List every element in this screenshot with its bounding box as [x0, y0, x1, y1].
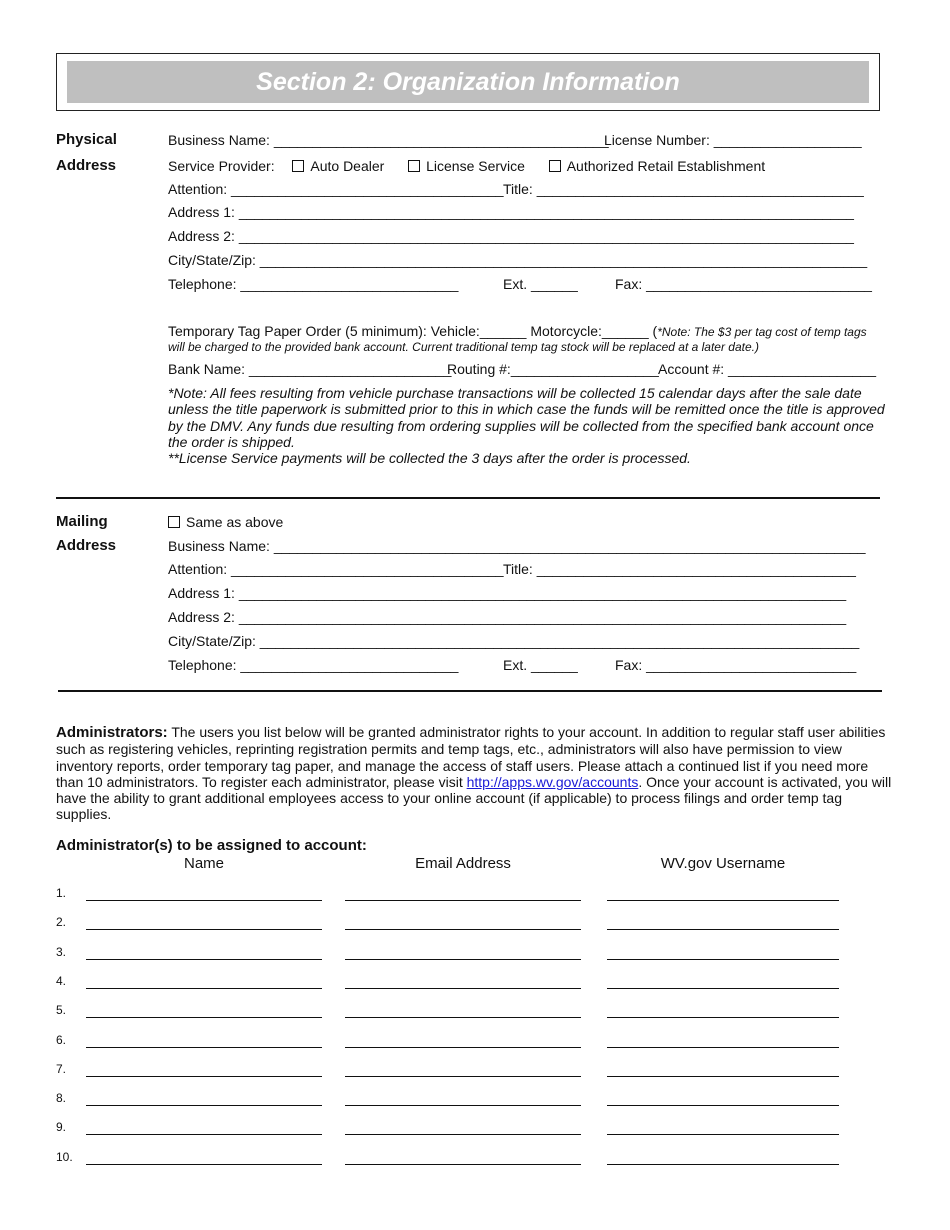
section-divider-2	[58, 690, 882, 692]
admin-name-line[interactable]	[86, 1076, 322, 1077]
admin-username-line[interactable]	[607, 900, 839, 901]
section-title: Section 2: Organization Information	[256, 67, 680, 96]
admin-row-number: 3.	[56, 945, 67, 959]
mailing-label-line1: Mailing	[56, 513, 108, 530]
admin-email-line[interactable]	[345, 988, 581, 989]
section-header	[56, 53, 880, 111]
same-as-above-label: Same as above	[186, 514, 284, 530]
admin-email-line[interactable]	[345, 1105, 581, 1106]
admin-name-line[interactable]	[86, 1105, 322, 1106]
temp-tag-note-continued: will be charged to the provided bank account. Current traditional temp tag stock will be replaced at a later date.)	[168, 340, 759, 354]
admin-row-number: 2.	[56, 915, 67, 929]
admin-username-line[interactable]	[607, 929, 839, 930]
admin-name-line[interactable]	[86, 1134, 322, 1135]
col-header-username: WV.gov Username	[660, 855, 786, 872]
administrators-text: The users you list below will be granted administrator rights to your account. In addition to regular staff user abilities such as registering vehicles, reprinting registration permits and temp tags, etc., administrators will also have permission to view inventory reports, order temporary tag paper, and manage the access of staff users. Please attach a continued list if you need more than 10 administrators. To register each administrator, please visit	[56, 724, 886, 790]
admin-row-number: 1.	[56, 886, 67, 900]
physical-label-line1: Physical	[56, 131, 117, 148]
attention-field[interactable]: Attention: ___________________________________	[168, 181, 504, 197]
admin-row-number: 4.	[56, 974, 67, 988]
admin-row-number: 10.	[56, 1150, 73, 1164]
admin-row-number: 6.	[56, 1033, 67, 1047]
business-name-field[interactable]: Business Name: ___________________________________________	[168, 132, 609, 148]
admin-username-line[interactable]	[607, 1164, 839, 1165]
admin-row-number: 7.	[56, 1062, 67, 1076]
license-service-note: **License Service payments will be collected the 3 days after the order is processed.	[168, 450, 691, 466]
admin-row-number: 9.	[56, 1120, 67, 1134]
license-number-field[interactable]: License Number: ___________________	[604, 132, 862, 148]
mailing-attention-field[interactable]: Attention: ___________________________________	[168, 561, 504, 577]
admin-email-line[interactable]	[345, 1076, 581, 1077]
service-provider-label: Service Provider:	[168, 158, 275, 174]
admin-username-line[interactable]	[607, 1134, 839, 1135]
temp-tag-note: *Note: The $3 per tag cost of temp tags	[657, 325, 867, 339]
admin-name-line[interactable]	[86, 988, 322, 989]
admin-name-line[interactable]	[86, 1047, 322, 1048]
address1-field[interactable]: Address 1: _______________________________________________________________________________	[168, 204, 854, 220]
same-as-above-checkbox[interactable]	[168, 516, 180, 528]
admin-name-line[interactable]	[86, 900, 322, 901]
admin-email-line[interactable]	[345, 959, 581, 960]
section-header-band	[67, 61, 869, 103]
admin-email-line[interactable]	[345, 929, 581, 930]
retail-establishment-label: Authorized Retail Establishment	[566, 158, 766, 174]
col-header-name: Name	[183, 855, 224, 872]
mailing-fax-field[interactable]: Fax: ___________________________	[615, 657, 857, 673]
admin-username-line[interactable]	[607, 1105, 839, 1106]
license-service-label: License Service	[426, 158, 525, 174]
city-state-zip-field[interactable]: City/State/Zip: ______________________________________________________________________________	[168, 252, 868, 268]
mailing-business-name-field[interactable]: Business Name: ____________________________________________________________________________	[168, 538, 866, 554]
physical-label-line2: Address	[56, 157, 117, 174]
mailing-telephone-field[interactable]: Telephone: ____________________________	[168, 657, 459, 673]
accounts-link[interactable]: http://apps.wv.gov/accounts	[466, 773, 639, 790]
admin-email-line[interactable]	[345, 900, 581, 901]
telephone-field[interactable]: Telephone: ____________________________	[168, 276, 459, 292]
title-field[interactable]: Title: __________________________________________	[503, 181, 864, 197]
admin-row-number: 8.	[56, 1091, 67, 1105]
admin-name-line[interactable]	[86, 1017, 322, 1018]
admin-email-line[interactable]	[345, 1047, 581, 1048]
auto-dealer-checkbox[interactable]	[292, 160, 304, 172]
mailing-ext-field[interactable]: Ext. ______	[503, 657, 578, 673]
mailing-title-field[interactable]: Title: _________________________________________	[503, 561, 856, 577]
admin-email-line[interactable]	[345, 1164, 581, 1165]
fees-note: *Note: All fees resulting from vehicle purchase transactions will be collected 15 calendar days after the sale date unless the title paperwork is submitted prior to this in which case the funds will be remitted once the title is approved by the DMV. Any funds due resulting from ordering supplies will be collected from the specified bank account once the order is shipped.	[168, 385, 885, 450]
col-header-email: Email Address	[415, 855, 511, 872]
admin-row-number: 5.	[56, 1003, 67, 1017]
temp-tag-order-text: Temporary Tag Paper Order (5 minimum): Vehicle:______ Motorcycle:______ (	[168, 323, 658, 339]
section-divider-1	[56, 497, 880, 499]
admin-username-line[interactable]	[607, 988, 839, 989]
admin-username-line[interactable]	[607, 959, 839, 960]
account-field[interactable]: Account #: ___________________	[658, 361, 876, 377]
mailing-address1-field[interactable]: Address 1: ______________________________________________________________________________	[168, 585, 847, 601]
admin-assign-heading: Administrator(s) to be assigned to account:	[56, 837, 367, 854]
fax-field[interactable]: Fax: _____________________________	[615, 276, 872, 292]
license-service-checkbox[interactable]	[408, 160, 420, 172]
admin-username-line[interactable]	[607, 1017, 839, 1018]
admin-name-line[interactable]	[86, 1164, 322, 1165]
mailing-label-line2: Address	[56, 537, 117, 554]
address2-field[interactable]: Address 2: _______________________________________________________________________________	[168, 228, 854, 244]
administrators-paragraph	[56, 724, 896, 823]
admin-name-line[interactable]	[86, 929, 322, 930]
temp-tag-order-row[interactable]	[168, 323, 867, 339]
same-as-above-row[interactable]	[168, 514, 283, 530]
mailing-city-state-zip-field[interactable]: City/State/Zip: _____________________________________________________________________________	[168, 633, 860, 649]
auto-dealer-label: Auto Dealer	[310, 158, 385, 174]
admin-email-line[interactable]	[345, 1017, 581, 1018]
admin-name-line[interactable]	[86, 959, 322, 960]
administrators-heading: Administrators:	[56, 724, 168, 741]
routing-field[interactable]: Routing #:___________________	[447, 361, 659, 377]
retail-establishment-checkbox[interactable]	[549, 160, 561, 172]
admin-email-line[interactable]	[345, 1134, 581, 1135]
service-provider-row	[168, 158, 765, 174]
bank-name-field[interactable]: Bank Name: __________________________	[168, 361, 452, 377]
administrators-text-end: . Once your account is activated, you will have the ability to grant additional employees access to your online account (if applicable) to process filings and order temp tag supplies.	[56, 773, 892, 823]
ext-field[interactable]: Ext. ______	[503, 276, 578, 292]
admin-username-line[interactable]	[607, 1076, 839, 1077]
admin-username-line[interactable]	[607, 1047, 839, 1048]
mailing-address2-field[interactable]: Address 2: ______________________________________________________________________________	[168, 609, 847, 625]
